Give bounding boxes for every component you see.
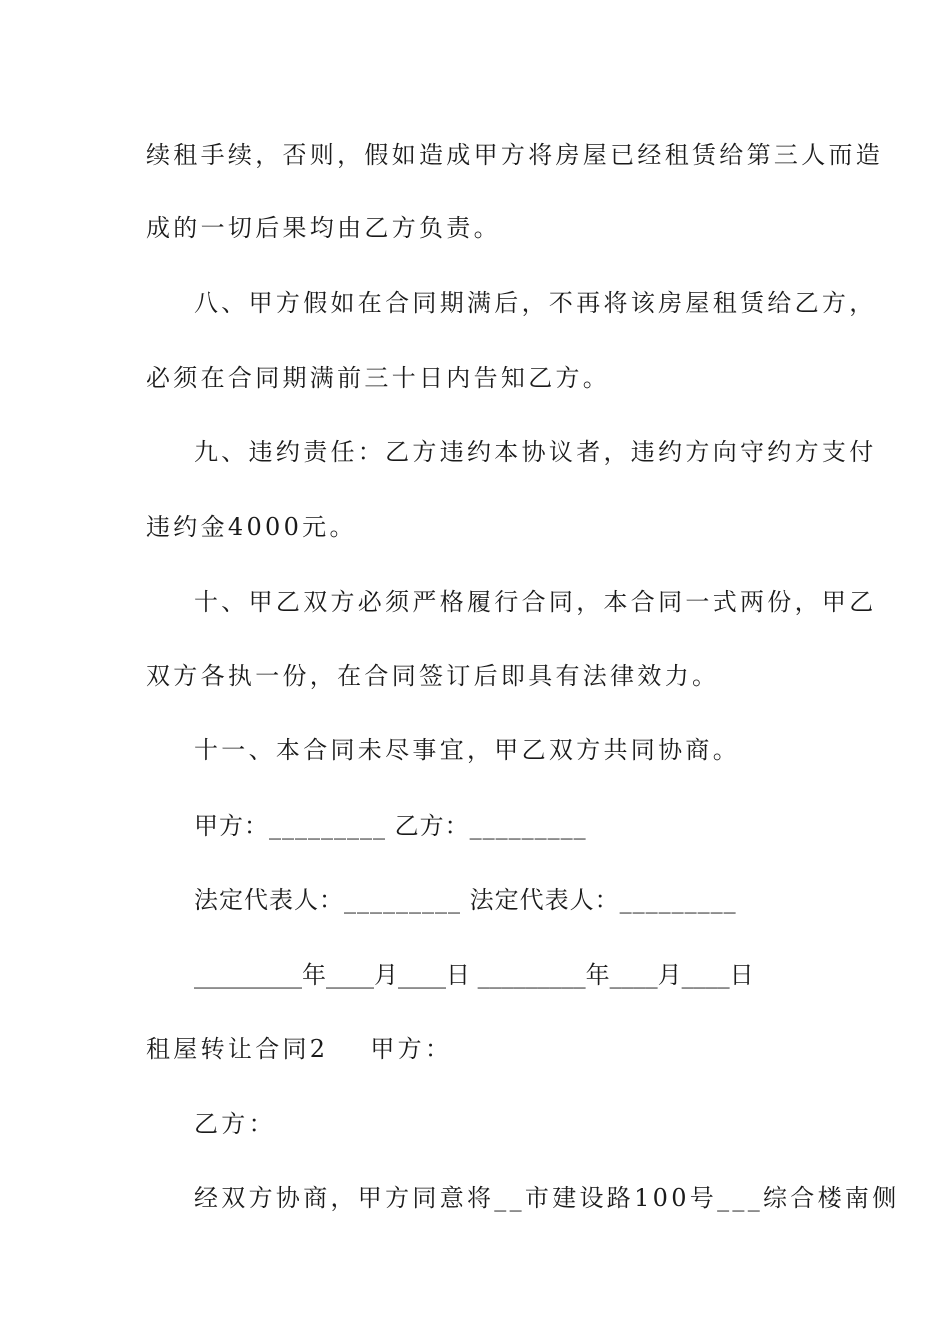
paragraph-line: 成的一切后果均由乙方负责。: [146, 214, 501, 242]
clause-eight: 八、甲方假如在合同期满后，不再将该房屋租赁给乙方，: [194, 289, 877, 317]
clause-nine: 九、违约责任：乙方违约本协议者，违约方向守约方支付: [194, 438, 877, 466]
paragraph-line: 必须在合同期满前三十日内告知乙方。: [146, 364, 611, 392]
contract-title: 租屋转让合同2: [146, 1035, 329, 1063]
paragraph-line: 续租手续，否则，假如造成甲方将房屋已经租赁给第三人而造: [146, 141, 884, 169]
paragraph-line: 经双方协商，甲方同意将__市建设路100号___综合楼南侧: [194, 1184, 900, 1212]
paragraph-line: 双方各执一份，在合同签订后即具有法律效力。: [146, 662, 720, 690]
signature-parties: 甲方：_________ 乙方：_________: [194, 812, 587, 840]
signature-representatives: 法定代表人：_________ 法定代表人：_________: [194, 886, 737, 914]
clause-eleven: 十一、本合同未尽事宜，甲乙双方共同协商。: [194, 736, 740, 764]
signature-dates: _________年____月____日 _________年____月____日: [194, 961, 754, 989]
party-a-label: 甲方：: [370, 1035, 453, 1063]
paragraph-line: 违约金4000元。: [146, 513, 357, 541]
party-b-label: 乙方：: [194, 1110, 276, 1138]
contract-heading-line: [146, 1034, 826, 1064]
clause-ten: 十、甲乙双方必须严格履行合同，本合同一式两份，甲乙: [194, 588, 877, 616]
